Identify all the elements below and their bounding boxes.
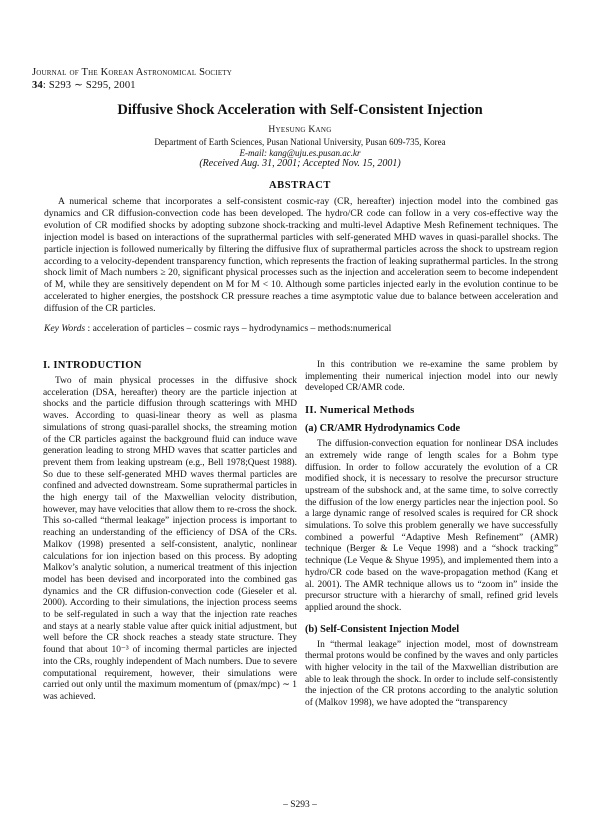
subsection-a-heading: (a) CR/AMR Hydrodynamics Code xyxy=(305,423,461,435)
page-number: – S293 – xyxy=(283,800,317,810)
author-email: E-mail: kang@uju.es.pusan.ac.kr xyxy=(239,148,361,158)
journal-header xyxy=(32,66,232,92)
introduction-paragraph-1: Two of main physical processes in the diffusive shock acceleration (DSA, hereafter) theory are the particle injection at shocks and the particle diffusion through scatterings with MHD waves. According to quasi-linear theory as well as plasma simulations of strong quasi-parallel shocks, the streaming motion of the CR particles against the background fluid can induce wave generation leading to strong MHD waves that scatter particles and prevent them from leaking upstream (e.g., Bell 1978;Quest 1988). So due to these self-generated MHD waves thermal particles are confined and advected downstream. Some suprathermal particles in the high energy tail of the Maxwellian velocity distribution, however, may have velocities that allow them to re-cross the shock. This so-called “thermal leakage” injection process is important to reaching an understanding of the efficiency of DSA of the CRs. Malkov (1998) presented a self-consistent, analytic, nonlinear calculations for ion injection based on this process. By adopting Malkov’s analytic solution, a numerical treatment of this injection model has been devised and incorporated into the combined gas dynamics and the CR diffusion-convection code (Gieseler et al. 2000). According to their simulations, the injection process seems to be self-regulated in such a way that the injection rate reaches and stays at a nearly stable value after quick initial adjustment, but well before the CR shock reaches a steady state structure. They found that about 10⁻³ of incoming thermal particles are injected into the CRs, roughly independent of Mach numbers. Due to severe computational requirement, however, their simulations were carried out only until the maximum momentum of (pmax/mpc) ∼ 1 was achieved. xyxy=(43,376,297,702)
abstract-heading: ABSTRACT xyxy=(269,180,331,191)
author-name: Hyesung Kang xyxy=(268,125,332,135)
keywords-label: Key Words xyxy=(44,323,86,334)
author-affiliation: Department of Earth Sciences, Pusan National University, Pusan 609-735, Korea xyxy=(154,137,446,147)
received-dates: (Received Aug. 31, 2001; Accepted Nov. 15, 2001) xyxy=(199,158,401,169)
journal-volume: 34 xyxy=(32,80,43,91)
keywords xyxy=(44,323,564,334)
abstract-text: A numerical scheme that incorporates a self-consistent cosmic-ray (CR, hereafter) injection model into the combined gas dynamics and CR diffusion-convection code has been developed. The hydro/CR code can follow in a very cos-effective way the evolution of CR modified shocks by adopting subzone shock-tracking and multi-level Adaptive Mesh Refinement techniques. The injection model is based on interactions of the suprathermal particles with self-generated MHD waves in quasi-parallel shocks. The particle injection is followed numerically by filtering the diffusive flux of suprathermal particles across the shock to upstream region according to a velocity-dependent transparency function, which represents the fraction of leaking suprathermal particles. In the strong shock limit of Mach numbers ≥ 20, significant physical processes such as the injection and acceleration seem to become independent of M, while they are sensitively dependent on M for M < 10. Although some particles injected early in the evolution continue to be accelerated to higher energies, the postshock CR pressure reaches a time asymptotic value due to balance between acceleration and diffusion of the CR particles. xyxy=(44,196,558,315)
keywords-text: : acceleration of particles – cosmic rays – hydrodynamics – methods:numerical xyxy=(87,323,392,334)
subsection-a-text: The diffusion-convection equation for nonlinear DSA includes an extremely wide range of length scales for a Bohm type diffusion. In order to follow accurately the evolution of a CR modified shock, it is necessary to resolve the precursor structure upstream of the subshock and, at the same time, to solve correctly the diffusion of the low energy particles near the injection pool. So a large dynamic range of resolved scales is required for CR shock simulations. To solve this problem generally we have successfully combined a powerful “Adaptive Mesh Refinement” (AMR) technique (Berger & Le Veque 1998) and a “shock tracking” technique (Le Veque & Shyue 1995), and implemented them into a hydro/CR code based on the wave-propagation method (Kang et al. 2001). The AMR technique allows us to “zoom in” inside the precursor structure with a hierarchy of small, refined grid levels applied around the shock. xyxy=(305,439,558,613)
section-methods-heading: II. Numerical Methods xyxy=(305,405,415,417)
paper-title: Diffusive Shock Acceleration with Self-Consistent Injection xyxy=(117,102,483,118)
section-introduction-heading: I. INTRODUCTION xyxy=(43,360,142,371)
subsection-b-heading: (b) Self-Consistent Injection Model xyxy=(305,623,460,635)
journal-volume-line xyxy=(32,79,232,92)
left-column xyxy=(43,360,297,704)
right-column xyxy=(305,360,558,710)
journal-pages: : S293 ∼ S295, 2001 xyxy=(42,80,136,91)
subsection-b-text: In “thermal leakage” injection model, most of downstream thermal protons would be confined by the waves and only particles with higher velocity in the tail of the Maxwellian distribution are able to leak through the shock. In order to include self-consistently the injection of the CR protons according to the analytic solution of (Malkov 1998), we have adopted the “transparency xyxy=(305,639,558,709)
introduction-paragraph-2: In this contribution we re-examine the same problem by implementing their numerical injection model into our newly developed CR/AMR code. xyxy=(305,360,558,394)
journal-name: Journal of The Korean Astronomical Society xyxy=(32,67,233,78)
